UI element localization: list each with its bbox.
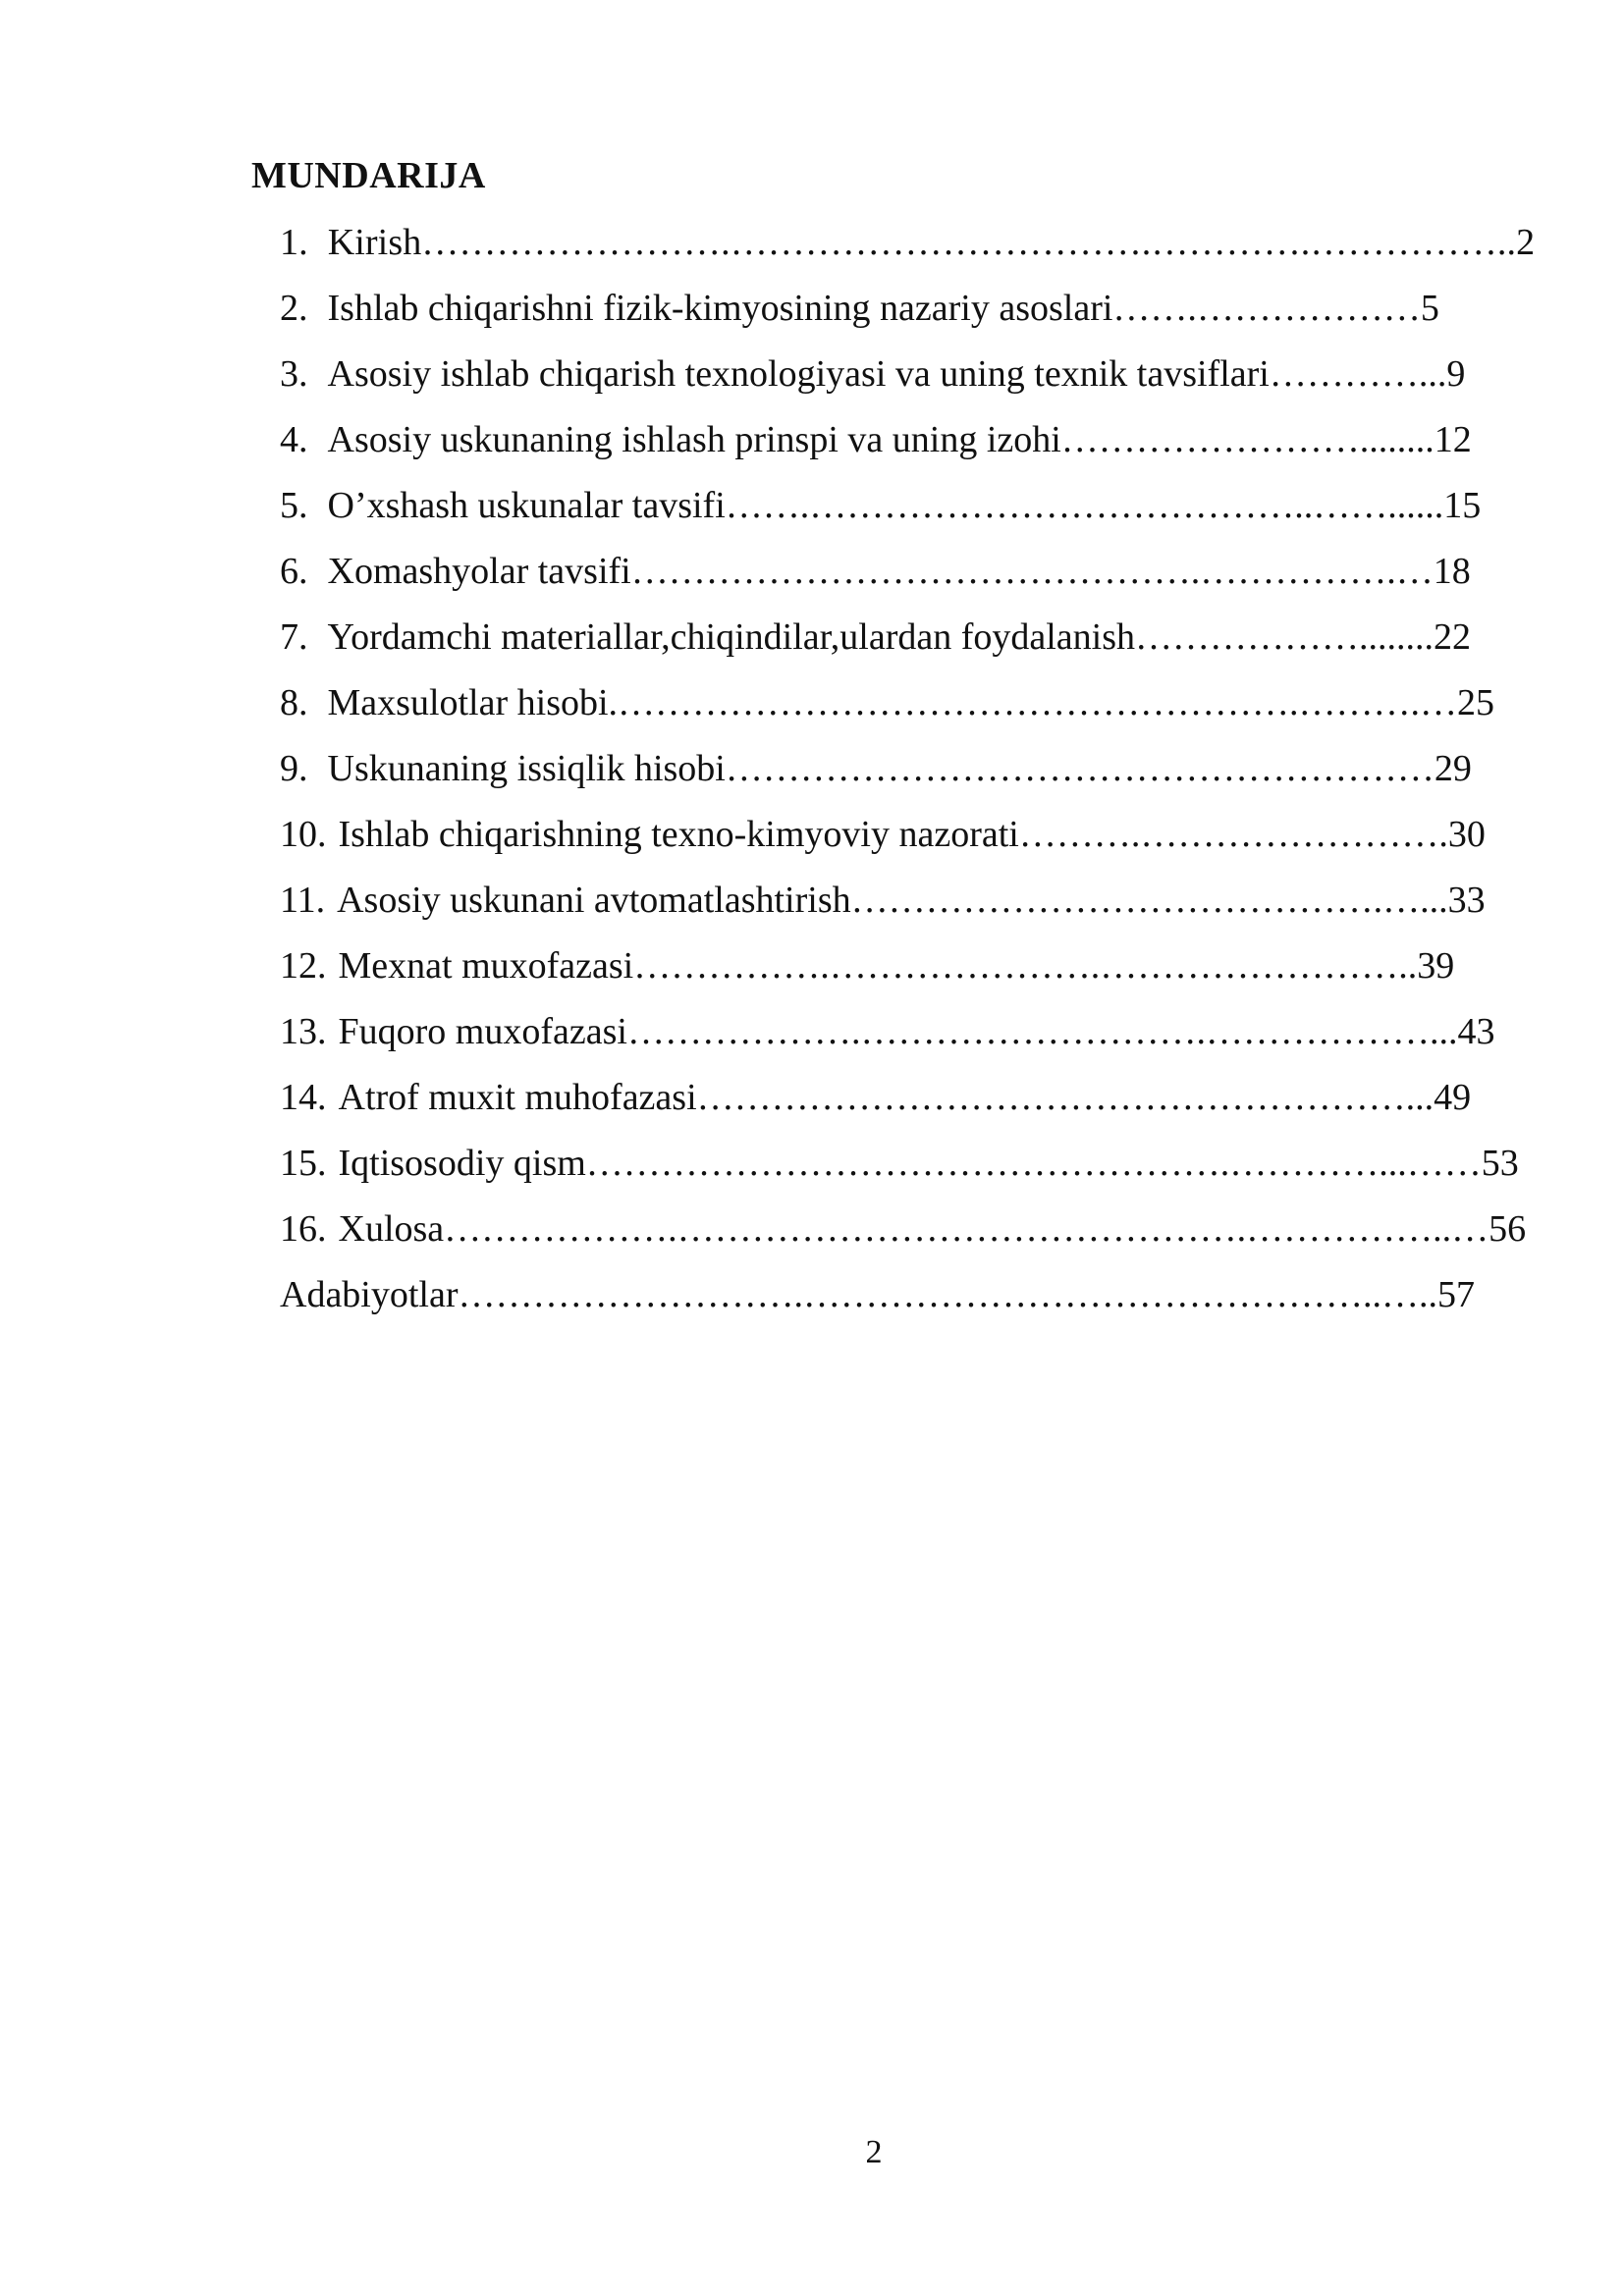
toc-entry-number: 5. (280, 485, 308, 526)
toc-entry (280, 1073, 1471, 1122)
toc-entry-text: Adabiyotlar……………………….………………………………………..…..57 (280, 1274, 1476, 1315)
toc-entry-text: Xulosa……………….……………………………………….……………..…56 (338, 1208, 1527, 1250)
toc-heading: MUNDARIJA (251, 155, 486, 196)
toc-entry-number: 13. (280, 1011, 327, 1052)
toc-entry (280, 876, 1486, 925)
toc-entry-text: Ishlab chiqarishning texno-kimyoviy nazorati……….…………………….30 (338, 814, 1486, 855)
toc-entry (280, 1139, 1519, 1188)
toc-entry-text: Yordamchi materiallar,chiqindilar,ulardan foydalanish………………........22 (327, 616, 1472, 658)
toc-entry-number: 8. (280, 682, 308, 723)
toc-entry-number: 16. (280, 1208, 327, 1250)
toc-entry (280, 1204, 1526, 1254)
toc-entry-number: 11. (280, 880, 326, 921)
toc-entry-number: 1. (280, 222, 308, 263)
toc-entry-text: Xomashyolar tavsifi……………………………………….…………….…18 (327, 551, 1471, 592)
toc-entry (280, 349, 1465, 399)
toc-entry (280, 547, 1471, 596)
toc-entry (280, 744, 1472, 793)
toc-entry-number: 7. (280, 616, 308, 658)
toc-entry-number: 3. (280, 353, 308, 395)
toc-entry-text: Fuqoro muxofazasi……………….……………………….………………...43 (338, 1011, 1495, 1052)
toc-entry-text: O’xshash uskunalar tavsifi…….…………………………………..……......15 (327, 485, 1482, 526)
toc-entry (280, 1007, 1494, 1056)
toc-entry (280, 613, 1471, 662)
toc-entry-text: Asosiy uskunani avtomatlashtirish…………………………………….…...33 (337, 880, 1486, 921)
toc-entry-text: Uskunaning issiqlik hisobi…………………………………………………29 (327, 748, 1472, 789)
toc-entry-text: Asosiy ishlab chiqarish texnologiyasi va uning texnik tavsiflari…………...9 (327, 353, 1466, 395)
toc-entry-text: Atrof muxit muhofazasi…………………………………………………...49 (338, 1077, 1472, 1118)
toc-entry-text: Mexnat muxofazasi…………….………………….……………………..39 (338, 945, 1455, 987)
toc-entry (280, 218, 1535, 267)
page-number: 2 (865, 2134, 883, 2170)
toc-entry-number: 14. (280, 1077, 327, 1118)
toc-entry (280, 1270, 1475, 1319)
toc-entry-text: Kirish…………………….…………………………….………….……………..2 (327, 222, 1536, 263)
toc-entry (280, 481, 1481, 530)
toc-entry-number: 9. (280, 748, 308, 789)
toc-entry (280, 415, 1472, 464)
toc-entry-number: 10. (280, 814, 327, 855)
toc-entry (280, 284, 1439, 333)
toc-entry (280, 810, 1486, 859)
toc-entry-number: 2. (280, 288, 308, 329)
toc-entry-text: Ishlab chiqarishni fizik-kimyosining nazariy asoslari…….………………5 (327, 288, 1439, 329)
toc-entry (280, 941, 1454, 990)
toc-entry-number: 6. (280, 551, 308, 592)
toc-entry-number: 4. (280, 419, 308, 460)
toc-entry-number: 15. (280, 1143, 327, 1184)
toc-entry-text: Maxsulotlar hisobi.……………………………………………….……….…25 (327, 682, 1495, 723)
toc-entry-text: Asosiy uskunaning ishlash prinspi va uning izohi……………………........12 (327, 419, 1472, 460)
toc-entry (280, 678, 1494, 727)
toc-entry-number: 12. (280, 945, 327, 987)
toc-entry-text: Iqtisosodiy qism…………………………………………….…………...……53 (338, 1143, 1519, 1184)
